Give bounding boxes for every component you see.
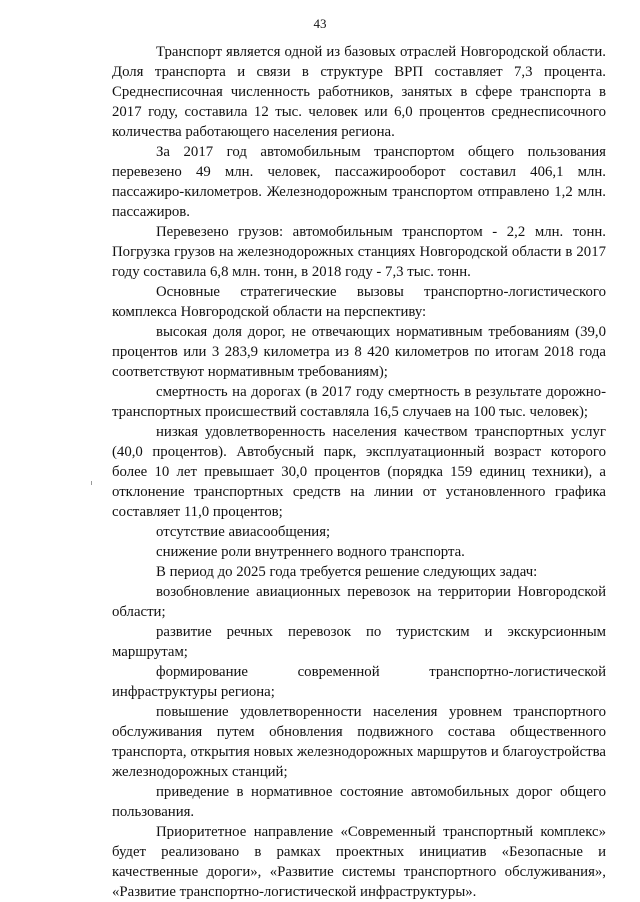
list-item-mortality: смертность на дорогах (в 2017 году смертность в результате дорожно-транспортных происшествий составляла 16,5 случаев на 100 тыс. человек); <box>112 384 606 420</box>
list-item-task-service: повышение удовлетворенности населения уровнем транспортного обслуживания путем обновления подвижного состава общественного транспорта, открытия новых железнодорожных маршрутов и благоустройства железнодорожных станций; <box>112 704 606 780</box>
paragraph-passenger-transport: За 2017 год автомобильным транспортом общего пользования перевезено 49 млн. человек, пассажирооборот составил 406,1 млн. пассажиро-километров. Железнодорожным транспортом отправлено 1,2 млн. пассажиров. <box>112 144 606 220</box>
paragraph-challenges-intro: Основные стратегические вызовы транспортно-логистического комплекса Новгородской области на перспективу: <box>112 284 606 320</box>
paragraph-tasks-intro: В период до 2025 года требуется решение следующих задач: <box>156 564 538 580</box>
paragraph-priority: Приоритетное направление «Современный транспортный комплекс» будет реализовано в рамках проектных инициатив «Безопасные и качественные дороги», «Развитие системы транспортного обслуживания», «Развитие транспортно-логистической инфраструктуры». <box>112 824 606 900</box>
list-item-water-transport: снижение роли внутреннего водного транспорта. <box>156 544 465 560</box>
list-item-task-infrastructure: формирование современной транспортно-логистической инфраструктуры региона; <box>112 664 606 700</box>
list-item-satisfaction: низкая удовлетворенность населения качеством транспортных услуг (40,0 процентов). Автобусный парк, эксплуатационный возраст которого более 10 лет превышает 30,0 процентов (порядка 159 единиц техники), а отклонение транспортных средств на линии от установленного графика составляет 11,0 процентов; <box>112 424 606 520</box>
list-item-task-aviation: возобновление авиационных перевозок на территории Новгородской области; <box>112 584 606 620</box>
scan-mark <box>91 481 92 485</box>
list-item-task-roads: приведение в нормативное состояние автомобильных дорог общего пользования. <box>112 784 606 820</box>
document-body <box>112 42 606 902</box>
paragraph-freight: Перевезено грузов: автомобильным транспортом - 2,2 млн. тонн. Погрузка грузов на железнодорожных станциях Новгородской области в 2017 году составила 6,8 млн. тонн, в 2018 году - 7,3 тыс. тонн. <box>112 224 606 280</box>
paragraph-transport-overview: Транспорт является одной из базовых отраслей Новгородской области. Доля транспорта и связи в структуре ВРП составляет 7,3 процента. Среднесписочная численность работников, занятых в сфере транспорта в 2017 году, составила 12 тыс. человек или 6,0 процентов среднесписочного количества работающего населения региона. <box>112 44 606 140</box>
list-item-roads: высокая доля дорог, не отвечающих нормативным требованиям (39,0 процентов или 3 283,9 километра из 8 420 километров по итогам 2018 года соответствуют нормативным требованиям); <box>112 324 606 380</box>
page-number: 43 <box>313 16 327 31</box>
list-item-aviation: отсутствие авиасообщения; <box>156 524 331 540</box>
list-item-task-river: развитие речных перевозок по туристским и экскурсионным маршрутам; <box>112 624 606 660</box>
